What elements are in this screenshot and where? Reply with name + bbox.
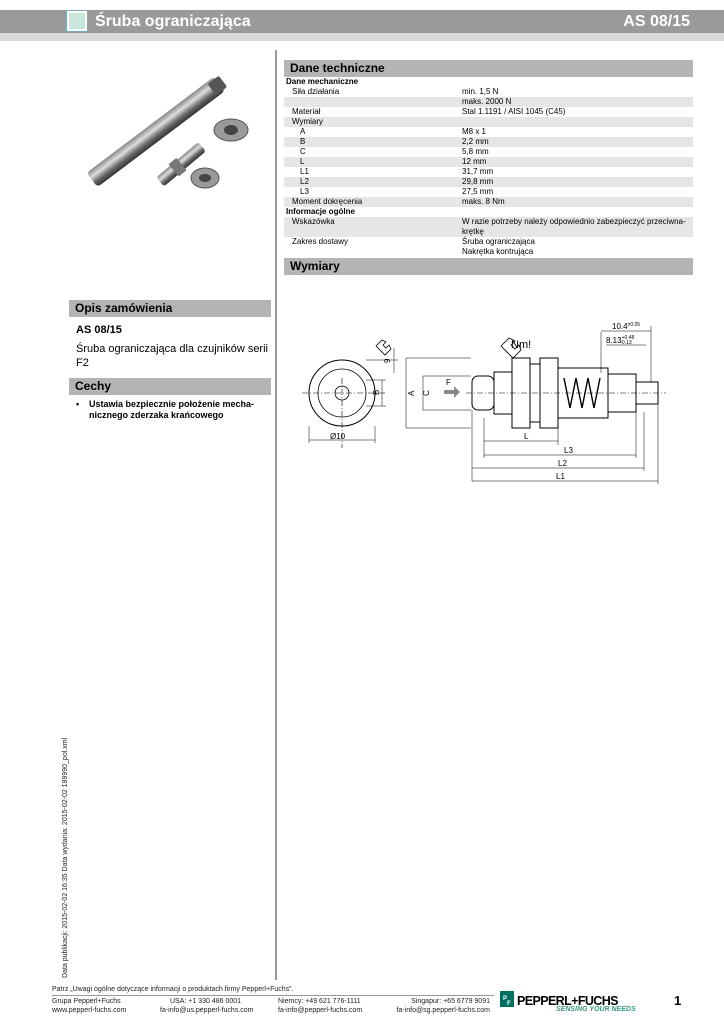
product-code: AS 08/15 bbox=[623, 13, 690, 30]
tech-key: L1 bbox=[300, 167, 309, 176]
features-list bbox=[76, 399, 272, 421]
tech-row bbox=[284, 197, 693, 207]
tech-row bbox=[284, 237, 693, 247]
wrench-icon bbox=[376, 340, 391, 355]
order-description: Śruba ograniczająca dla czujników serii F2 bbox=[76, 343, 268, 369]
tech-key: C bbox=[300, 147, 306, 156]
tech-key: Wskazówka bbox=[284, 217, 460, 227]
tech-row bbox=[284, 147, 693, 157]
label-b: B bbox=[372, 389, 381, 395]
footer-text: Niemcy: +49 621 776-1111 bbox=[278, 998, 361, 1005]
dimension-drawing bbox=[296, 318, 696, 493]
tech-row bbox=[284, 177, 693, 187]
bullet-icon: • bbox=[76, 399, 80, 409]
footer-text: Grupa Pepperl+Fuchs bbox=[52, 998, 121, 1005]
tech-row bbox=[284, 187, 693, 197]
label-l3: L3 bbox=[564, 446, 573, 455]
tech-row bbox=[284, 167, 693, 177]
label-l: L bbox=[524, 432, 529, 441]
tech-row bbox=[284, 97, 693, 107]
tech-key: Informacje ogólne bbox=[286, 207, 355, 216]
tech-value: 5,8 mm bbox=[462, 147, 489, 156]
tech-value: 27,5 mm bbox=[462, 187, 494, 196]
tech-row bbox=[284, 127, 693, 137]
svg-text:P: P bbox=[503, 996, 508, 1002]
tech-value bbox=[460, 207, 693, 217]
label-l2: L2 bbox=[558, 459, 567, 468]
tech-value: 29,8 mm bbox=[460, 177, 693, 187]
label-f: F bbox=[446, 378, 451, 387]
footer-link[interactable]: fa-info@us.pepperl-fuchs.com bbox=[160, 1007, 254, 1014]
tech-value: 31,7 mm bbox=[462, 167, 494, 176]
footer-link[interactable]: fa-info@pepperl-fuchs.com bbox=[278, 1007, 363, 1014]
tech-row bbox=[284, 77, 693, 87]
tech-key: L2 bbox=[284, 177, 460, 187]
tech-key: L bbox=[284, 157, 460, 167]
tech-row bbox=[284, 207, 693, 217]
header-square-icon bbox=[67, 11, 87, 31]
tech-heading: Dane techniczne bbox=[284, 60, 693, 77]
column-divider bbox=[275, 50, 277, 980]
label-l1: L1 bbox=[556, 472, 565, 481]
dimensions-heading: Wymiary bbox=[284, 258, 693, 275]
footer-contact-sg bbox=[390, 997, 490, 1015]
footer-text: USA: +1 330 486 0001 bbox=[170, 998, 242, 1005]
tech-key: B bbox=[284, 137, 460, 147]
tech-key: A bbox=[300, 127, 306, 136]
tech-row bbox=[284, 217, 693, 227]
tech-value: W razie potrzeby należy odpowiednio zabezpieczyć przeciwna- bbox=[460, 217, 693, 227]
tech-key bbox=[284, 227, 460, 237]
tech-row bbox=[284, 247, 693, 257]
order-heading: Opis zamówienia bbox=[69, 300, 271, 317]
footer-contact-de bbox=[278, 997, 362, 1015]
features-heading: Cechy bbox=[69, 378, 271, 395]
tech-key bbox=[284, 97, 460, 107]
tech-row bbox=[284, 117, 693, 127]
feature-item: Ustawia bezpiecznie położenie mecha- nicznego zderzaka krańcowego bbox=[89, 399, 255, 420]
brand-tagline: SENSING YOUR NEEDS bbox=[556, 1006, 636, 1013]
tech-value: min. 1,5 N bbox=[462, 87, 499, 96]
page-title: Śruba ograniczająca bbox=[95, 13, 251, 30]
tech-key: Siła działania bbox=[292, 87, 340, 96]
tech-value: 12 mm bbox=[460, 157, 693, 167]
tech-key: Materiał bbox=[292, 107, 321, 116]
product-photo bbox=[82, 70, 262, 200]
order-code: AS 08/15 bbox=[76, 324, 122, 336]
tech-row bbox=[284, 107, 693, 117]
tech-key: Dane mechaniczne bbox=[286, 77, 359, 86]
tech-value: Nakrętka kontrująca bbox=[462, 247, 534, 256]
tech-table bbox=[284, 77, 693, 257]
tech-value bbox=[460, 117, 693, 127]
tech-value: maks. 2000 N bbox=[460, 97, 693, 107]
tech-key bbox=[284, 247, 460, 257]
label-t1: $10.4^{\pm 0.05}$ bbox=[612, 322, 641, 331]
technical-data bbox=[284, 60, 693, 257]
tech-key: L3 bbox=[300, 187, 309, 196]
tech-value: krętkę bbox=[460, 227, 693, 237]
footer-divider bbox=[52, 995, 494, 996]
footer-note: Patrz „Uwagi ogólne dotyczące informacji o produktach firmy Pepperl+Fuchs”. bbox=[52, 986, 294, 993]
label-t2: $8.13^{+0.48}$ -0.13 bbox=[606, 335, 635, 346]
footer-contact-usa bbox=[160, 997, 253, 1015]
footer-link[interactable]: www.pepperl-fuchs.com bbox=[52, 1007, 127, 1014]
tech-row bbox=[284, 87, 693, 97]
tech-key: Zakres dostawy bbox=[292, 237, 349, 246]
tech-value: Stal 1.1191 / AISI 1045 (C45) bbox=[462, 107, 566, 116]
force-arrow-icon bbox=[444, 386, 460, 398]
tech-row bbox=[284, 137, 693, 147]
svg-text:F: F bbox=[507, 1001, 511, 1007]
tech-value: M8 x 1 bbox=[462, 127, 487, 136]
header-rule bbox=[0, 33, 724, 41]
tech-value bbox=[460, 77, 693, 87]
svg-text:PEPPERL+FUCHS: PEPPERL+FUCHS bbox=[517, 994, 618, 1008]
footer-link[interactable]: fa-info@sg.pepperl-fuchs.com bbox=[396, 1007, 490, 1014]
tech-key: Wymiary bbox=[284, 117, 460, 127]
footer-contact-group bbox=[52, 997, 126, 1015]
footer-text: Singapur: +65 6779 9091 bbox=[411, 998, 490, 1005]
tech-row bbox=[284, 157, 693, 167]
label-d10: Ø10 bbox=[330, 432, 346, 441]
page-number: 1 bbox=[674, 993, 682, 1008]
label-nm: Nm! bbox=[511, 339, 532, 351]
publication-info: Data publikacji: 2015-02-02 16:35 Data wydania: 2015-02-02 189990_pol.xml bbox=[62, 737, 69, 978]
tech-key: Moment dokręcenia bbox=[284, 197, 460, 207]
tech-value: maks. 8 Nm bbox=[460, 197, 693, 207]
label-c: C bbox=[422, 390, 431, 396]
label-a: A bbox=[407, 390, 416, 396]
tech-value: Śruba ograniczająca bbox=[462, 237, 535, 246]
tech-value: 2,2 mm bbox=[460, 137, 693, 147]
tech-row bbox=[284, 227, 693, 237]
label-w9: 9 bbox=[383, 358, 392, 363]
